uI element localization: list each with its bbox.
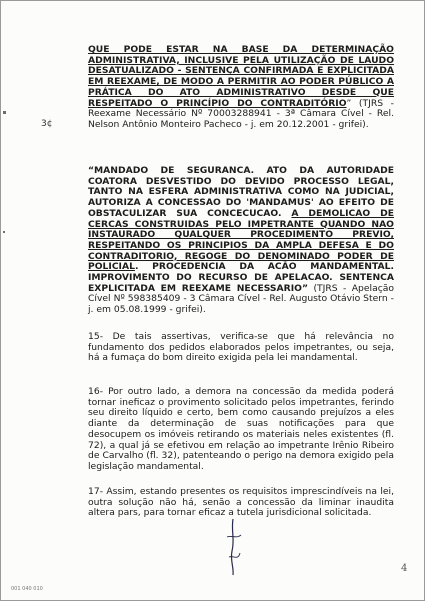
paragraph-16: 16- Por outro lado, a demora na concessão da medida poderá tornar ineficaz o provimento solicitado pelos impetrantes, ferindo seu direito líquido e certo, bem como causando prejuízos a eles diante da determinação de suas notificações para que desocupem os imóveis retirando os materiais neles existentes (fl. 72), a qual já se efetivou em relação ao impetrante Irênio Ribeiro de Carvalho (fl. 32), patenteando o perigo na demora exigido pela legislação mandamental.: [88, 386, 394, 472]
paragraph-17: 17- Assim, estando presentes os requisitos imprescindíveis na lei, outra solução não há, senão a concessão da liminar inaudita altera pars, para tornar eficaz a tutela jurisdicional solicitada.: [88, 486, 394, 519]
footer-code: 001 040 010: [11, 586, 43, 592]
quote-block-1: [88, 45, 394, 131]
paragraph-15: 15- De tais assertivas, verifica-se que há relevância no fundamento dos pedidos elaborados pelos impetrantes, ou seja, há a fumaça do bom direito exigida pela lei mandamental.: [88, 331, 394, 364]
quote-1-citation: ” (TJRS - Reexame Necessário Nº 70003288941 - 3ª Câmara Cível - Rel. Nelson Antônio Monteiro Pacheco - j. em 20.12.2001 - grifei).: [88, 97, 394, 130]
quote-2-closing: . PROCEDENCIA DA ACÃO MANDAMENTAL. IMPROVIMENTO DO RECURSO DE APELACAO. SENTENCA EXPLICITADA EM REEXAME NECESSARIO”: [88, 261, 394, 294]
quote-2-opening: “MANDADO DE SEGURANCA. ATO DA AUTORIDADE COATORA DESVESTIDO DO DEVIDO PROCESSO LEGAL, TANTO NA ESFERA ADMINISTRATIVA COMO NA JUDICIAL, AUTORIZA A CONCESSAO DO 'MANDAMUS' AO EFEITO DE OBSTACULIZAR SUA CONCECUCAO.: [88, 165, 394, 219]
binding-mark: [3, 231, 5, 233]
margin-mark: 3¢: [41, 119, 53, 129]
quote-1-emphasis: QUE PODE ESTAR NA BASE DA DETERMINAÇÃO ADMINISTRATIVA, INCLUSIVE PELA UTILIZAÇÃO DE LAUDO DESATUALIZADO - SENTENÇA CONFIRMADA E EXPLICITADA EM REEXAME, DE MODO A PERMITIR AO PODER PÚBLICO A PRÁTICA DO ATO ADMINISTRATIVO DESDE QUE RESPEITADO O PRINCÍPIO DO CONTRADITÓRIO: [88, 44, 394, 109]
quote-2-emphasis: A DEMOLICAO DE CERCAS CONSTRUIDAS PELO IMPETRANTE QUANDO NAO INSTAURADO QUALQUER PROCEDIMENTO PREVIO, RESPEITANDO OS PRINCIPIOS DA AMPLA DEFESA E DO CONTRADITORIO, REGOGE DO DENOMINADO PODER DE POLICIAL: [88, 207, 394, 273]
binding-mark: [3, 111, 6, 114]
signature: [219, 517, 249, 577]
quote-block-2: [88, 166, 394, 316]
quote-2-citation: (TJRS - Apelação Cível Nº 598385409 - 3 Câmara Cível - Rel. Augusto Otávio Stern - j. em 05.08.1999 - grifei).: [88, 282, 395, 316]
page-number: 4: [401, 563, 408, 574]
